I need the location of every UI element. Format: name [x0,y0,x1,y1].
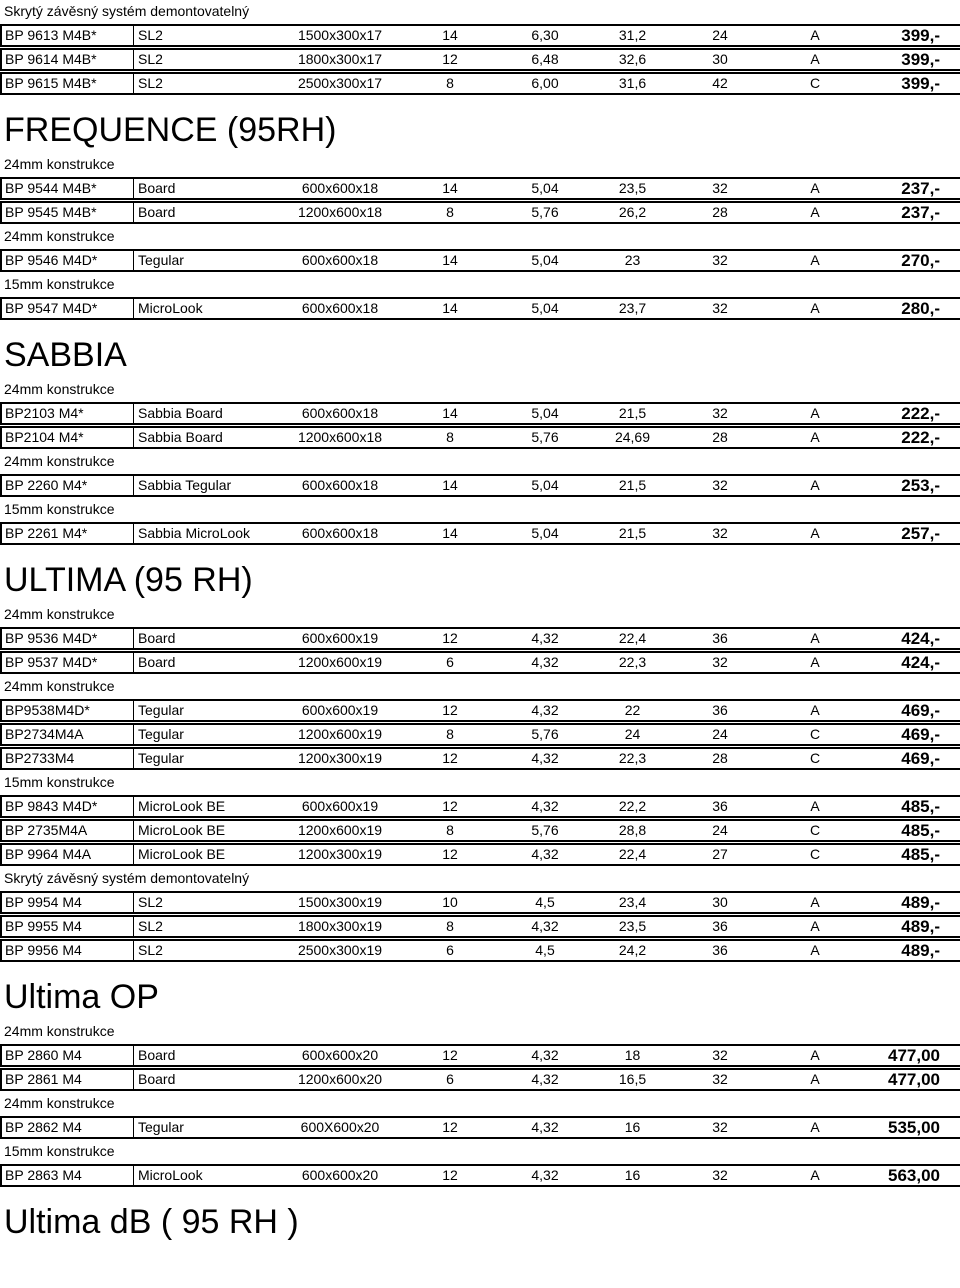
pieces-per-box-cell: 6 [446,1071,454,1087]
construction-note: 15mm konstrukce [4,501,115,517]
section-heading: SABBIA [4,336,127,374]
product-code-cell: BP 9536 M4D* [5,630,98,646]
area-per-box-cell: 5,04 [531,300,559,316]
pieces-per-box-cell: 14 [442,477,458,493]
weight-per-box-cell: 23,5 [618,180,647,196]
edge-class-cell: C [809,750,821,766]
edge-class-cell: A [810,894,820,910]
boxes-per-pallet-cell: 24 [712,822,728,838]
weight-per-box-cell: 22,4 [618,846,647,862]
pieces-per-box-cell: 8 [446,726,454,742]
product-type-cell: Board [138,180,176,196]
boxes-per-pallet-cell: 27 [712,846,728,862]
weight-per-box-cell: 18 [624,1047,641,1063]
area-per-box-cell: 5,04 [531,252,559,268]
product-type-cell: Board [138,204,176,220]
area-per-box-cell: 5,76 [531,822,559,838]
dimensions-cell: 600x600x20 [301,1167,379,1183]
product-code-cell: BP 2861 M4 [5,1071,82,1087]
construction-note: 15mm konstrukce [4,1143,115,1159]
construction-note: 24mm konstrukce [4,381,115,397]
edge-class-cell: C [809,75,821,91]
construction-note: 24mm konstrukce [4,453,115,469]
dimensions-cell: 600x600x18 [301,180,379,196]
weight-per-box-cell: 21,5 [618,477,647,493]
boxes-per-pallet-cell: 30 [712,894,728,910]
area-per-box-cell: 5,04 [531,180,559,196]
price-cell: 270,- [901,251,940,270]
product-type-cell: Tegular [138,1119,184,1135]
construction-note: 24mm konstrukce [4,156,115,172]
boxes-per-pallet-cell: 36 [712,630,728,646]
price-cell: 489,- [901,941,940,960]
construction-note: 24mm konstrukce [4,228,115,244]
dimensions-cell: 2500x300x19 [297,942,383,958]
area-per-box-cell: 6,48 [531,51,559,67]
product-code-cell: BP2104 M4* [5,429,84,445]
product-type-cell: Board [138,630,176,646]
product-code-cell: BP2733M4 [5,750,75,766]
pieces-per-box-cell: 6 [446,942,454,958]
table-row [0,522,960,545]
edge-class-cell: A [810,1167,820,1183]
product-code-cell: BP 2735M4A [5,822,88,838]
construction-note: 15mm konstrukce [4,276,115,292]
edge-class-cell: A [810,942,820,958]
weight-per-box-cell: 32,6 [618,51,647,67]
pieces-per-box-cell: 12 [442,798,458,814]
pieces-per-box-cell: 12 [442,1167,458,1183]
product-type-cell: MicroLook [138,300,203,316]
dimensions-cell: 600x600x20 [301,1047,379,1063]
table-row [0,24,960,47]
dimensions-cell: 1200x600x18 [297,429,383,445]
edge-class-cell: C [809,726,821,742]
weight-per-box-cell: 16,5 [618,1071,647,1087]
pieces-per-box-cell: 6 [446,654,454,670]
boxes-per-pallet-cell: 36 [712,702,728,718]
boxes-per-pallet-cell: 28 [712,750,728,766]
product-code-cell: BP 2862 M4 [5,1119,82,1135]
product-code-cell: BP 9615 M4B* [5,75,97,91]
product-type-cell: SL2 [138,27,163,43]
product-code-cell: BP 9964 M4A [5,846,92,862]
product-code-cell: BP 9843 M4D* [5,798,98,814]
product-code-cell: BP 9956 M4 [5,942,82,958]
product-type-cell: Sabbia Tegular [138,477,232,493]
price-cell: 535,00 [888,1118,940,1137]
price-cell: 399,- [901,74,940,93]
product-code-cell: BP 9614 M4B* [5,51,97,67]
construction-note: Skrytý závěsný systém demontovatelný [4,870,250,886]
section-heading: FREQUENCE (95RH) [4,111,337,149]
price-cell: 237,- [901,203,940,222]
edge-class-cell: A [810,798,820,814]
pieces-per-box-cell: 8 [446,75,454,91]
construction-note: Skrytý závěsný systém demontovatelný [4,3,250,19]
boxes-per-pallet-cell: 30 [712,51,728,67]
area-per-box-cell: 5,04 [531,525,559,541]
construction-note: 24mm konstrukce [4,1023,115,1039]
table-row [0,402,960,425]
pieces-per-box-cell: 12 [442,1119,458,1135]
product-code-cell: BP 9545 M4B* [5,204,97,220]
area-per-box-cell: 4,5 [535,894,555,910]
edge-class-cell: C [809,822,821,838]
weight-per-box-cell: 23,7 [618,300,647,316]
dimensions-cell: 1200x300x19 [297,846,383,862]
table-row [0,426,960,449]
weight-per-box-cell: 16 [624,1167,641,1183]
boxes-per-pallet-cell: 36 [712,798,728,814]
table-row [0,1164,960,1187]
area-per-box-cell: 4,32 [531,1071,559,1087]
table-row [0,747,960,770]
table-row [0,177,960,200]
weight-per-box-cell: 24 [624,726,641,742]
price-cell: 280,- [901,299,940,318]
pieces-per-box-cell: 8 [446,204,454,220]
product-type-cell: SL2 [138,51,163,67]
area-per-box-cell: 4,32 [531,630,559,646]
table-row [0,795,960,818]
weight-per-box-cell: 22,3 [618,750,647,766]
boxes-per-pallet-cell: 28 [712,204,728,220]
weight-per-box-cell: 23 [624,252,641,268]
product-code-cell: BP 9613 M4B* [5,27,97,43]
weight-per-box-cell: 31,2 [618,27,647,43]
table-row [0,627,960,650]
edge-class-cell: A [810,51,820,67]
product-code-cell: BP 9547 M4D* [5,300,98,316]
pieces-per-box-cell: 12 [442,750,458,766]
dimensions-cell: 1200x600x19 [297,654,383,670]
pieces-per-box-cell: 8 [446,918,454,934]
area-per-box-cell: 5,76 [531,726,559,742]
product-type-cell: MicroLook BE [138,822,226,838]
product-type-cell: MicroLook BE [138,798,226,814]
boxes-per-pallet-cell: 32 [712,1167,728,1183]
weight-per-box-cell: 21,5 [618,405,647,421]
product-type-cell: Sabbia MicroLook [138,525,251,541]
dimensions-cell: 1500x300x17 [297,27,383,43]
product-type-cell: Board [138,654,176,670]
area-per-box-cell: 6,30 [531,27,559,43]
edge-class-cell: A [810,702,820,718]
product-type-cell: Tegular [138,252,184,268]
product-type-cell: Board [138,1071,176,1087]
table-row [0,297,960,320]
weight-per-box-cell: 22 [624,702,641,718]
product-code-cell: BP9538M4D* [5,702,90,718]
pieces-per-box-cell: 12 [442,702,458,718]
edge-class-cell: A [810,1071,820,1087]
weight-per-box-cell: 22,4 [618,630,647,646]
product-type-cell: Tegular [138,750,184,766]
boxes-per-pallet-cell: 42 [712,75,728,91]
price-cell: 399,- [901,26,940,45]
area-per-box-cell: 4,32 [531,846,559,862]
product-code-cell: BP 2260 M4* [5,477,88,493]
weight-per-box-cell: 23,5 [618,918,647,934]
table-row [0,843,960,866]
price-cell: 477,00 [888,1070,940,1089]
edge-class-cell: A [810,1119,820,1135]
edge-class-cell: A [810,525,820,541]
product-type-cell: SL2 [138,918,163,934]
pieces-per-box-cell: 14 [442,525,458,541]
dimensions-cell: 1200x600x19 [297,726,383,742]
boxes-per-pallet-cell: 32 [712,405,728,421]
table-row [0,249,960,272]
price-cell: 477,00 [888,1046,940,1065]
boxes-per-pallet-cell: 24 [712,726,728,742]
boxes-per-pallet-cell: 32 [712,1119,728,1135]
price-cell: 399,- [901,50,940,69]
product-type-cell: Sabbia Board [138,405,223,421]
price-cell: 485,- [901,797,940,816]
weight-per-box-cell: 22,3 [618,654,647,670]
edge-class-cell: A [810,405,820,421]
boxes-per-pallet-cell: 32 [712,525,728,541]
section-heading: Ultima dB ( 95 RH ) [4,1203,299,1241]
product-code-cell: BP 9537 M4D* [5,654,98,670]
edge-class-cell: A [810,654,820,670]
table-row [0,939,960,962]
dimensions-cell: 600x600x19 [301,630,379,646]
section-heading: Ultima OP [4,978,159,1016]
weight-per-box-cell: 26,2 [618,204,647,220]
pieces-per-box-cell: 12 [442,846,458,862]
boxes-per-pallet-cell: 28 [712,429,728,445]
table-row [0,819,960,842]
weight-per-box-cell: 24,2 [618,942,647,958]
boxes-per-pallet-cell: 32 [712,477,728,493]
area-per-box-cell: 6,00 [531,75,559,91]
table-row [0,48,960,71]
weight-per-box-cell: 21,5 [618,525,647,541]
table-row [0,723,960,746]
price-cell: 257,- [901,524,940,543]
edge-class-cell: A [810,204,820,220]
area-per-box-cell: 4,32 [531,798,559,814]
dimensions-cell: 600x600x19 [301,798,379,814]
dimensions-cell: 600x600x18 [301,525,379,541]
boxes-per-pallet-cell: 32 [712,180,728,196]
pieces-per-box-cell: 14 [442,180,458,196]
price-cell: 222,- [901,404,940,423]
boxes-per-pallet-cell: 24 [712,27,728,43]
product-type-cell: SL2 [138,894,163,910]
weight-per-box-cell: 16 [624,1119,641,1135]
boxes-per-pallet-cell: 32 [712,1047,728,1063]
area-per-box-cell: 4,32 [531,1119,559,1135]
product-code-cell: BP 9546 M4D* [5,252,98,268]
price-cell: 469,- [901,749,940,768]
product-code-cell: BP 9955 M4 [5,918,82,934]
weight-per-box-cell: 28,8 [618,822,647,838]
edge-class-cell: A [810,300,820,316]
price-cell: 222,- [901,428,940,447]
boxes-per-pallet-cell: 36 [712,942,728,958]
table-row [0,651,960,674]
pieces-per-box-cell: 10 [442,894,458,910]
table-row [0,891,960,914]
product-code-cell: BP 2261 M4* [5,525,88,541]
table-row [0,915,960,938]
dimensions-cell: 1200x600x20 [297,1071,383,1087]
dimensions-cell: 600x600x18 [301,252,379,268]
dimensions-cell: 600x600x18 [301,405,379,421]
dimensions-cell: 1200x300x19 [297,750,383,766]
price-cell: 237,- [901,179,940,198]
area-per-box-cell: 5,04 [531,405,559,421]
edge-class-cell: A [810,429,820,445]
product-code-cell: BP2734M4A [5,726,84,742]
area-per-box-cell: 5,04 [531,477,559,493]
table-row [0,201,960,224]
table-row [0,474,960,497]
area-per-box-cell: 4,32 [531,918,559,934]
area-per-box-cell: 4,32 [531,1047,559,1063]
product-type-cell: Board [138,1047,176,1063]
price-cell: 563,00 [888,1166,940,1185]
product-type-cell: SL2 [138,942,163,958]
area-per-box-cell: 4,32 [531,750,559,766]
pieces-per-box-cell: 12 [442,630,458,646]
area-per-box-cell: 4,32 [531,654,559,670]
edge-class-cell: A [810,1047,820,1063]
table-row [0,1044,960,1067]
boxes-per-pallet-cell: 32 [712,654,728,670]
dimensions-cell: 1200x600x18 [297,204,383,220]
pieces-per-box-cell: 14 [442,300,458,316]
product-type-cell: MicroLook BE [138,846,226,862]
pieces-per-box-cell: 14 [442,252,458,268]
price-cell: 424,- [901,629,940,648]
construction-note: 24mm konstrukce [4,1095,115,1111]
table-row [0,72,960,95]
boxes-per-pallet-cell: 32 [712,1071,728,1087]
edge-class-cell: A [810,180,820,196]
area-per-box-cell: 5,76 [531,429,559,445]
product-code-cell: BP2103 M4* [5,405,84,421]
product-type-cell: Tegular [138,726,184,742]
product-type-cell: SL2 [138,75,163,91]
boxes-per-pallet-cell: 32 [712,300,728,316]
dimensions-cell: 1200x600x19 [297,822,383,838]
weight-per-box-cell: 31,6 [618,75,647,91]
dimensions-cell: 600x600x19 [301,702,379,718]
dimensions-cell: 600x600x18 [301,477,379,493]
boxes-per-pallet-cell: 32 [712,252,728,268]
price-cell: 489,- [901,893,940,912]
price-cell: 469,- [901,701,940,720]
price-cell: 489,- [901,917,940,936]
pieces-per-box-cell: 12 [442,51,458,67]
edge-class-cell: C [809,846,821,862]
edge-class-cell: A [810,477,820,493]
area-per-box-cell: 4,32 [531,1167,559,1183]
table-row [0,1068,960,1091]
dimensions-cell: 2500x300x17 [297,75,383,91]
product-type-cell: Sabbia Board [138,429,223,445]
price-cell: 253,- [901,476,940,495]
product-code-cell: BP 9544 M4B* [5,180,97,196]
price-cell: 469,- [901,725,940,744]
section-heading: ULTIMA (95 RH) [4,561,253,599]
product-code-cell: BP 2863 M4 [5,1167,82,1183]
price-cell: 485,- [901,821,940,840]
edge-class-cell: A [810,918,820,934]
pieces-per-box-cell: 12 [442,1047,458,1063]
edge-class-cell: A [810,252,820,268]
area-per-box-cell: 5,76 [531,204,559,220]
table-row [0,1116,960,1139]
dimensions-cell: 600X600x20 [300,1119,380,1135]
area-per-box-cell: 4,5 [535,942,555,958]
boxes-per-pallet-cell: 36 [712,918,728,934]
edge-class-cell: A [810,27,820,43]
dimensions-cell: 1500x300x19 [297,894,383,910]
pieces-per-box-cell: 8 [446,822,454,838]
price-cell: 424,- [901,653,940,672]
product-type-cell: Tegular [138,702,184,718]
pieces-per-box-cell: 14 [442,27,458,43]
dimensions-cell: 1800x300x17 [297,51,383,67]
construction-note: 24mm konstrukce [4,606,115,622]
dimensions-cell: 1800x300x19 [297,918,383,934]
construction-note: 24mm konstrukce [4,678,115,694]
price-cell: 485,- [901,845,940,864]
product-code-cell: BP 2860 M4 [5,1047,82,1063]
construction-note: 15mm konstrukce [4,774,115,790]
table-row [0,699,960,722]
weight-per-box-cell: 24,69 [614,429,651,445]
product-type-cell: MicroLook [138,1167,203,1183]
edge-class-cell: A [810,630,820,646]
product-code-cell: BP 9954 M4 [5,894,82,910]
weight-per-box-cell: 23,4 [618,894,647,910]
pieces-per-box-cell: 14 [442,405,458,421]
area-per-box-cell: 4,32 [531,702,559,718]
pieces-per-box-cell: 8 [446,429,454,445]
weight-per-box-cell: 22,2 [618,798,647,814]
dimensions-cell: 600x600x18 [301,300,379,316]
